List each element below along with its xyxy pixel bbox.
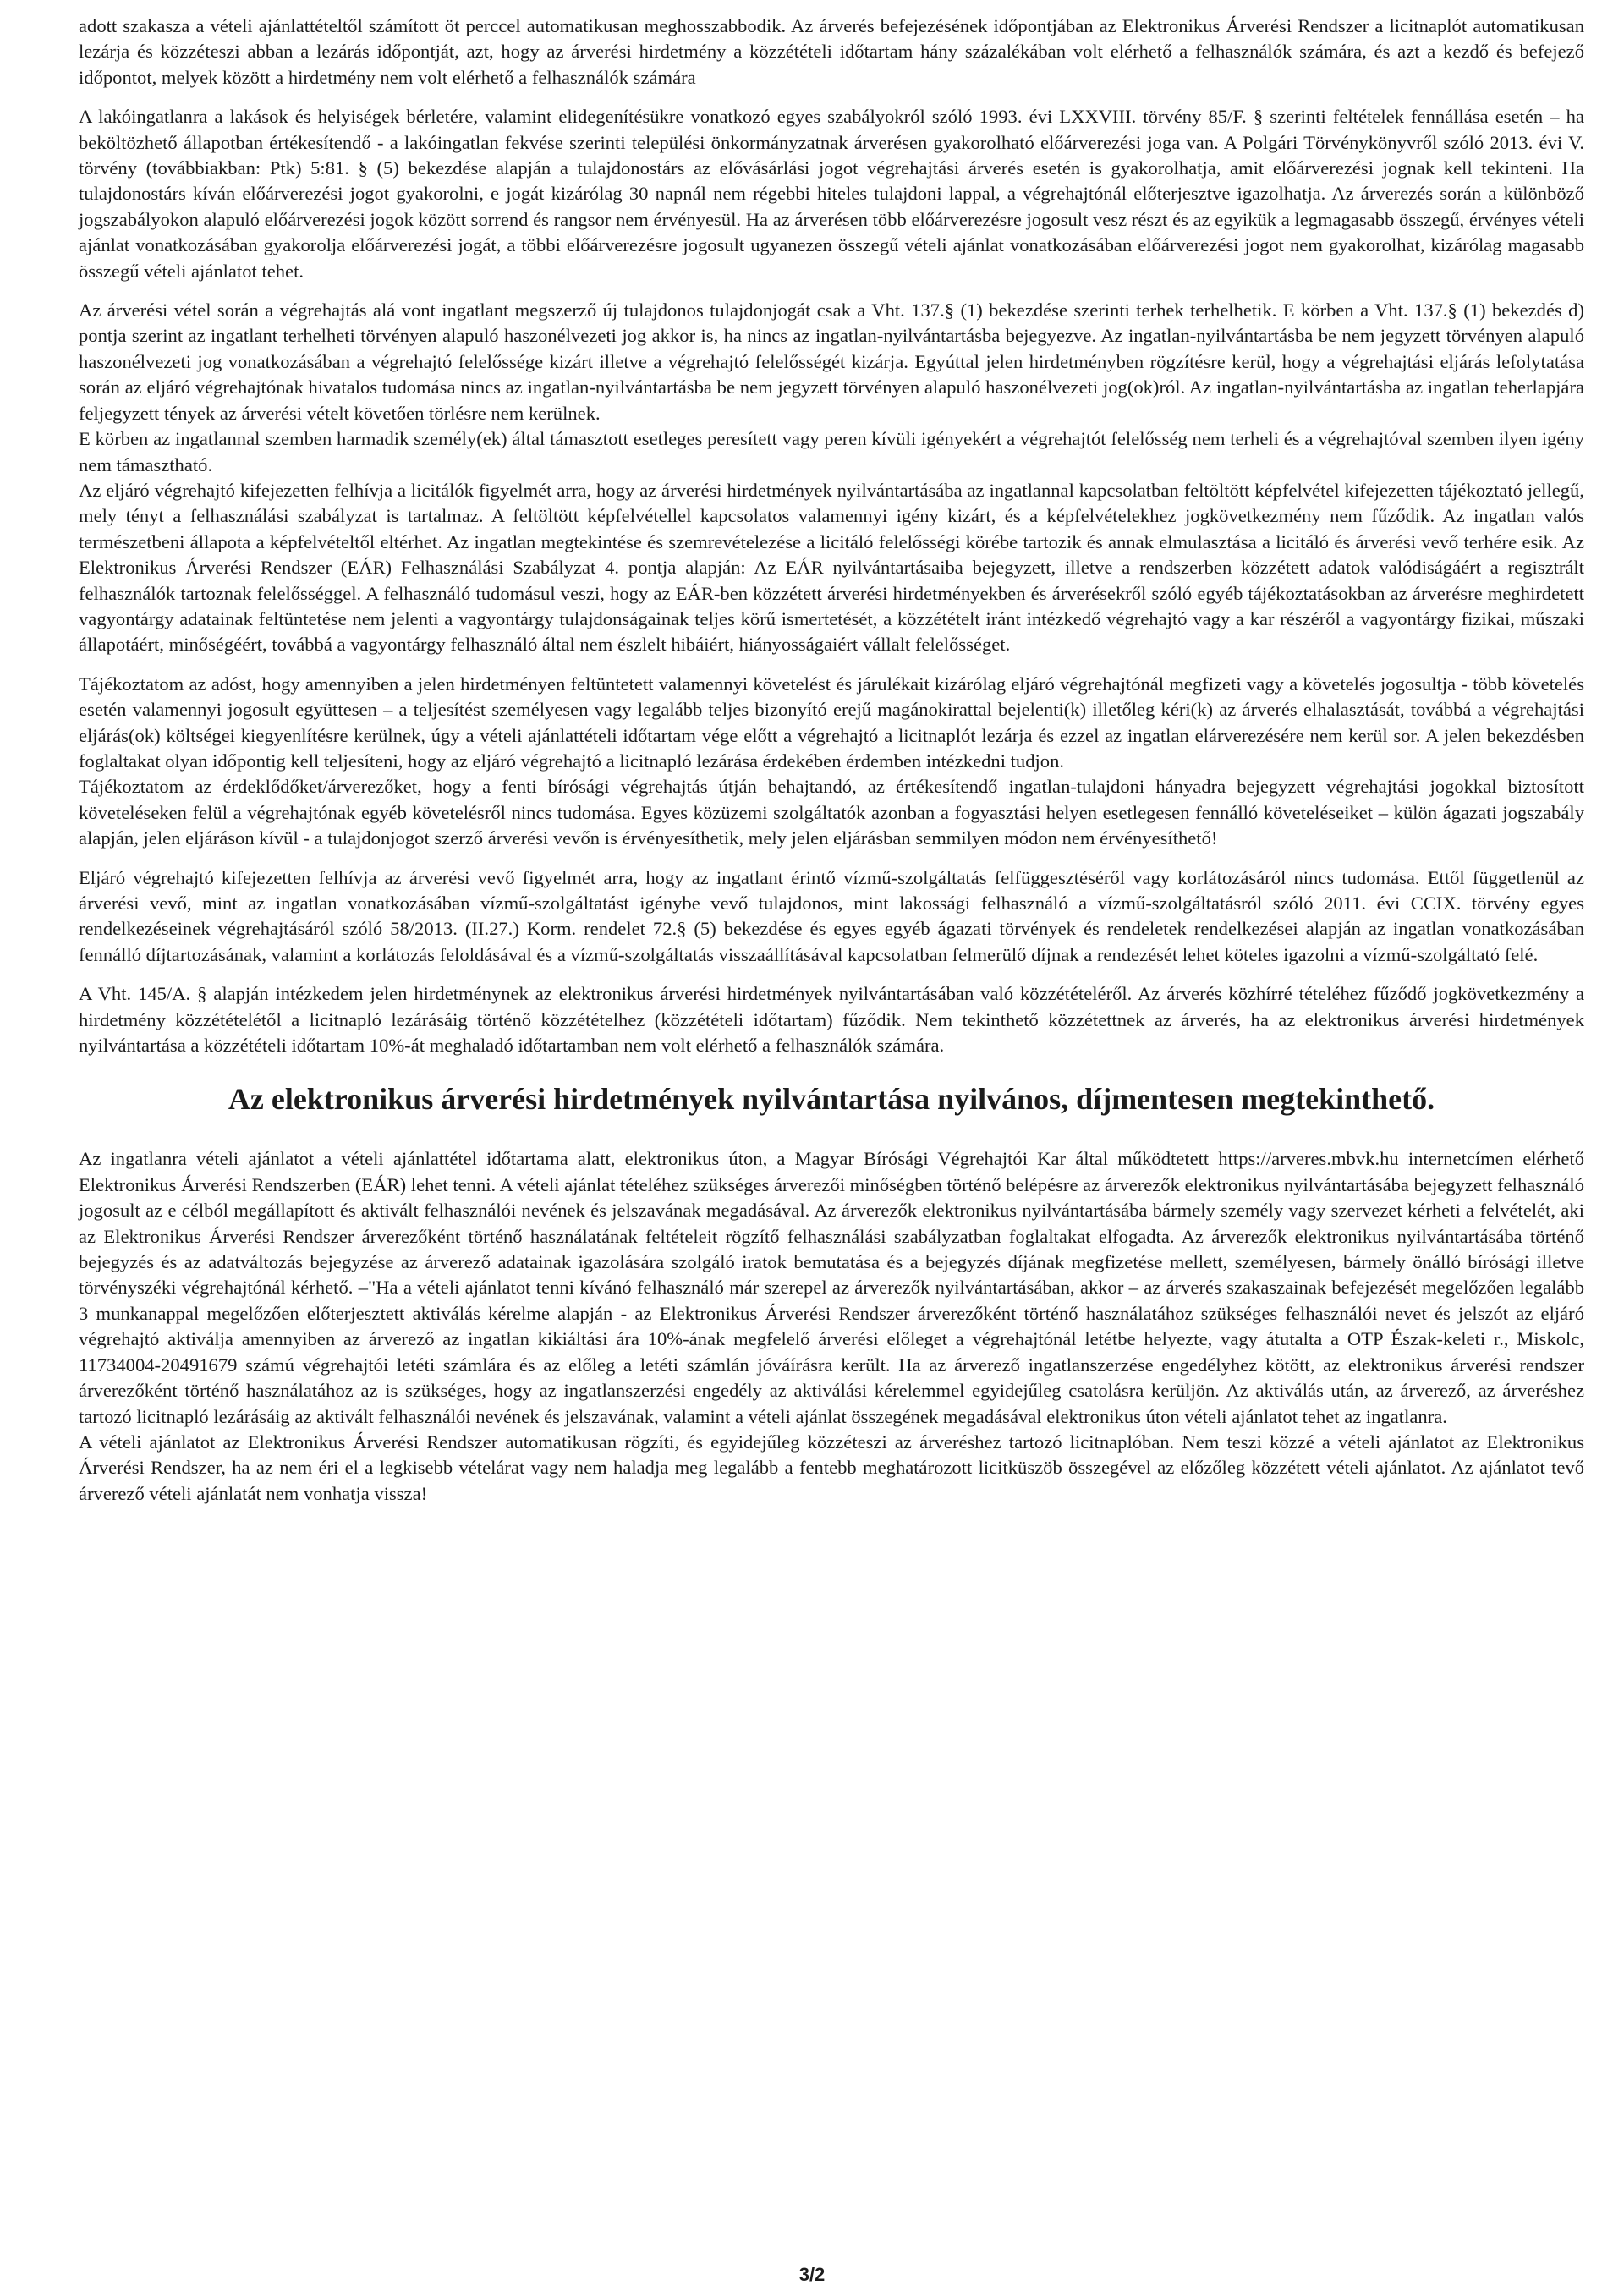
notice-heading: Az elektronikus árverési hirdetmények nyilvántartása nyilvános, díjmentesen megtekinthető. bbox=[228, 1082, 1435, 1117]
paragraph-encumbrances: Az árverési vétel során a végrehajtás alá vont ingatlant megszerző új tulajdonos tulajdonjogát csak a Vht. 137.§ (1) bekezdése szerinti terhek terhelhetik. E körben a Vht. 137.§ (1) bekezdés d) pontja szerint az ingatlant terhelheti törvényen alapuló haszonélvezeti jog akkor is, ha nincs az ingatlan-nyilvántartásba bejegyezve. Az ingatlan-nyilvántartásba be nem jegyzett törvényen alapuló haszonélvezeti jog vonatkozásában a végrehajtó felelőssége kizárt illetve a végrehajtó felelősségét kizárja. Egyúttal jelen hirdetményben rögzítésre kerül, hogy a végrehajtási eljárás lefolytatása során az eljáró végrehajtónak hivatalos tudomása nincs az ingatlan-nyilvántartásba be nem jegyzett törvényen alapuló haszonélvezeti jog(ok)ról. Az ingatlan-nyilvántartásba az ingatlan teherlapjára feljegyzett tények az árverési vételt követően törlésre nem kerülnek. bbox=[79, 299, 1584, 424]
paragraph-publication: A Vht. 145/A. § alapján intézkedem jelen hirdetménynek az elektronikus árverési hirdetmények nyilvántartásában való közzétételéről. Az árverés közhírré tételéhez fűződő jogkövetkezmény a hirdetmény közzétételétől a licitnapló lezárásáig történő közzétételhez (közzétételi időtartam) fűződik. Nem tekinthető közzétettnek az árverés, ha az elektronikus árverési hirdetmények nyilvántartása a közzétételi időtartam 10%-át meghaladó időtartamban nem volt elérhető a felhasználók számára. bbox=[79, 983, 1584, 1057]
paragraph-bidder-notice: Tájékoztatom az érdeklődőket/árverezőket, hogy a fenti bírósági végrehajtás útján behajtandó, az értékesítendő ingatlan-tulajdoni hányadra bejegyzett végrehajtási jogokkal biztosított követeléseken felül a végrehajtónak egyéb követelésről nincs tudomása. Egyes közüzemi szolgáltatók azonban a fogyasztási helyen esetlegesen fennálló követeléseiket – külön ágazati jogszabály alapján, jelen eljáráson kívül - a tulajdonjogot szerző árverési vevőn is érvényesíthetik, mely jelen eljárásban semmilyen módon nem érvényesíthető! bbox=[79, 776, 1584, 849]
paragraph-pre-auction-rights: A lakóingatlanra a lakások és helyiségek bérletére, valamint elidegenítésükre vonatkozó egyes szabályokról szóló 1993. évi LXXVIII. törvény 85/F. § szerinti feltételek fennállása esetén – ha beköltözhető állapotban értékesítendő - a lakóingatlan fekvése szerinti települési önkormányzatnak árverésen gyakorolható előárverezési joga van. A Polgári Törvénykönyvről szóló 2013. évi V. törvény (továbbiakban: Ptk) 5:81. § (5) bekezdése alapján a tulajdonostárs az elővásárlási jogot végrehajtási árverés esetén is gyakorolhatja, amit előárverezési jognak kell tekinteni. Ha tulajdonostárs kíván előárverezési jogot gyakorolni, e jogát kizárólag 30 napnál nem régebbi hiteles tulajdoni lappal, a végrehajtónál előterjesztve igazolhatja. Az árverezés során a különböző jogszabályokon alapuló előárverezési jogok között sorrend és rangsor nem érvényesül. Ha az árverésen több előárverezésre jogosult vesz részt és az egyikük a legmagasabb összegű, érvényes vételi ajánlat vonatkozásában gyakorolja előárverezési jogát, a többi előárverezésre jogosult ugyanezen összegű vételi ajánlat vonatkozásában előárverezési jogot nem gyakorolhat, kizárólag magasabb összegű vételi ajánlatot tehet. bbox=[79, 106, 1584, 282]
paragraph-bidding-procedure: Az ingatlanra vételi ajánlatot a vételi ajánlattétel időtartama alatt, elektronikus úton, a Magyar Bírósági Végrehajtói Kar által működtetett https://arveres.mbvk.hu internetcímen elérhető Elektronikus Árverési Rendszerben (EÁR) lehet tenni. A vételi ajánlat tételéhez szükséges árverezői minőségben történő belépésre az árverezők elektronikus nyilvántartásába bejegyzett felhasználó jogosult az e célból megállapított és aktivált felhasználói nevének és jelszavának megadásával. Az árverezők elektronikus nyilvántartásába bármely személy vagy szervezet kérheti a felvételét, aki az Elektronikus Árverési Rendszer árverezőként történő használatának feltételeit rögzítő felhasználási szabályzatban foglaltakat elfogadta. Az árverezők elektronikus nyilvántartásába történő bejegyzés és az adatváltozás bejegyzése az árverező adatainak igazolására szolgáló iratok bemutatása és a bejegyzés díjának megfizetése mellett, személyesen, bármely önálló bírósági illetve törvényszéki végrehajtónál kérhető. –"Ha a vételi ajánlatot tenni kívánó felhasználó már szerepel az árverezők nyilvántartásában, akkor – az árverés szakaszainak befejezését megelőzően legalább 3 munkanappal megelőzően előterjesztett aktiválás kérelme alapján - az Elektronikus Árverési Rendszer árverezőként történő használatához szükséges felhasználói nevet és jelszót az eljáró végrehajtó aktiválja amennyiben az árverező az ingatlan kikiáltási ára 10%-ának megfelelő árverési előleget a végrehajtónál letétbe helyezte, vagy átutalta a OTP Észak-keleti r., Miskolc, 11734004-20491679 számú végrehajtói letéti számlára és az előleg a letéti számlán jóváírásra került. Ha az árverező ingatlanszerzése engedélyhez kötött, az elektronikus árverési rendszer árverezőként történő használatához az is szükséges, hogy az ingatlanszerzési engedély az aktiválási kérelemmel egyidejűleg csatolásra kerüljön. Az aktiválás után, az árverező, az árveréshez tartozó licitnapló lezárásáig az aktivált felhasználói nevének és jelszavának, valamint a vételi ajánlat összegének megadásával elektronikus úton vételi ajánlatot tehet az ingatlanra. bbox=[79, 1148, 1584, 1427]
paragraph-image-disclaimer: Az eljáró végrehajtó kifejezetten felhívja a licitálók figyelmét arra, hogy az árverési hirdetmények nyilvántartásába az ingatlannal kapcsolatban feltöltött képfelvétel kifejezetten tájékoztató jellegű, mely tényt a felhasználási szabályzat is tartalmaz. A feltöltött képfelvétellel kapcsolatos valamennyi igény kizárt, és a képfelvételekhez jogkövetkezmény nem fűződik. Az ingatlan valós természetbeni állapota a képfelvételtől eltérhet. Az ingatlan megtekintése és szemrevételezése a licitáló felelősségi körébe tartozik és annak elmulasztása a licitáló és árverési vevő terhére esik. Az Elektronikus Árverési Rendszer (EÁR) Felhasználási Szabályzat 4. pontja alapján: Az EÁR nyilvántartásaiba bejegyzett, illetve a rendszerben közzétett adatok valódiságáért a regisztrált felhasználók tartoznak felelősséggel. A felhasználó tudomásul veszi, hogy az EÁR-ben közzétett árverési hirdetményekben és árverésekről szóló egyéb tájékoztatásokban az árverésre meghirdetett vagyontárgy adatainak feltüntetése nem jelenti a vagyontárgy tulajdonságainak teljes körű ismertetését, a közzétételt iránt intézkedő végrehajtó vagy a kar részéről a vagyontárgy fizikai, műszaki állapotáért, minőségéért, továbbá a vagyontárgy felhasználó által nem észlelt hibáiért, hiányosságaiért vállalt felelősséget. bbox=[79, 479, 1584, 656]
document-page bbox=[79, 14, 1584, 1507]
paragraph-debtor-notice: Tájékoztatom az adóst, hogy amennyiben a jelen hirdetményen feltüntetett valamennyi követelést és járulékait kizárólag eljáró végrehajtónál megfizeti vagy a követelés jogosultja - több követelés esetén valamennyi jogosult együttesen – a teljesítést személyesen vagy legalább teljes bizonyító erejű magánokirattal bejelenti(k) illetőleg kéri(k) az árverés elhalasztását, továbbá a végrehajtási eljárás(ok) költségei kiegyenlítésre kerülnek, úgy a vételi ajánlattételi időtartam vége előtt a végrehajtó a licitnaplót lezárja és ezzel az ingatlan elárverezésére nem kerül sor. A jelen bekezdésben foglaltakat olyan időpontig kell teljesíteni, hogy az eljáró végrehajtó a licitnapló lezárása érdekében érdemben intézkedni tudjon. bbox=[79, 673, 1584, 772]
page-number: 3/2 bbox=[798, 2264, 826, 2285]
paragraph-auction-extension: adott szakasza a vételi ajánlattételtől számított öt perccel automatikusan meghosszabbodik. Az árverés befejezésének időpontjában az Elektronikus Árverési Rendszer a licitnaplót automatikusan lezárja és közzéteszi abban a lezárás időpontját, azt, hogy az árverési hirdetmény a közzétételi időtartam hány százalékában volt elérhető a felhasználók számára, és azt a kezdő és befejező időpontot, melyek között a hirdetmény nem volt elérhető a felhasználók számára bbox=[79, 15, 1584, 88]
paragraph-third-party-claims: E körben az ingatlannal szemben harmadik személy(ek) által támasztott esetleges peresített vagy peren kívüli igényekért a végrehajtót felelősség nem terheli és a végrehajtóval szemben ilyen igény nem támasztható. bbox=[79, 428, 1584, 475]
paragraph-bid-recording: A vételi ajánlatot az Elektronikus Árverési Rendszer automatikusan rögzíti, és egyidejűleg közzéteszi az árveréshez tartozó licitnaplóban. Nem teszi közzé a vételi ajánlatot az Elektronikus Árverési Rendszer, ha az nem éri el a legkisebb vételárat vagy nem haladja meg legalább a fentebb meghatározott licitküszöb összegével az előzőleg közzétett vételi ajánlatot. Az ajánlatot tevő árverező vételi ajánlatát nem vonhatja vissza! bbox=[79, 1431, 1584, 1504]
paragraph-water-utility: Eljáró végrehajtó kifejezetten felhívja az árverési vevő figyelmét arra, hogy az ingatlant érintő vízmű-szolgáltatás felfüggesztéséről vagy korlátozásáról nincs tudomása. Ettől függetlenül az árverési vevő, mint az ingatlan vonatkozásában vízmű-szolgáltatást igénybe vevő tulajdonos, mint lakossági felhasználó a vízmű-szolgáltatásról szóló 2011. évi CCIX. törvény egyes rendelkezéseinek végrehajtásáról szóló 58/2013. (II.27.) Korm. rendelet 72.§ (5) bekezdése és egyes egyéb ágazati törvények és rendeletek rendelkezései alapján az ingatlan vonatkozásában fennálló díjtartozásának, valamint a korlátozás feloldásával és a vízmű-szolgáltatás visszaállításával kapcsolatban felmerülő díjnak a rendezését lehet köteles igazolni a vízmű-szolgáltató felé. bbox=[79, 866, 1584, 965]
